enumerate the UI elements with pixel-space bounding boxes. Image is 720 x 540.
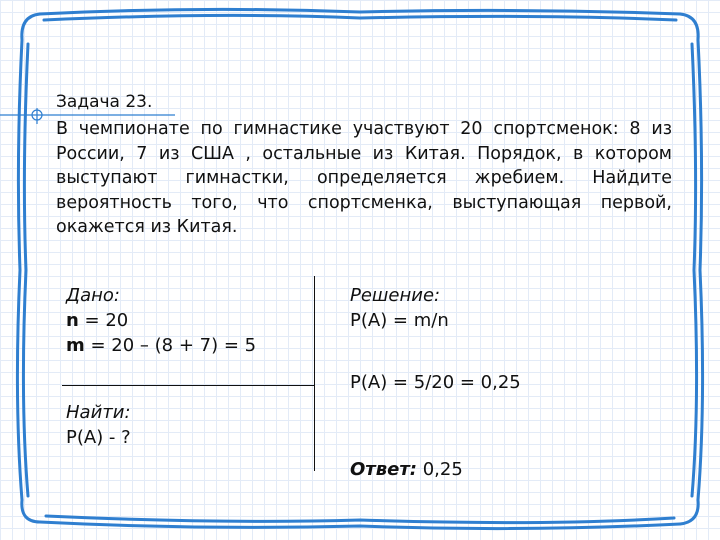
task-title-text: Задача 23.: [56, 92, 153, 112]
given-m-value: = 20 – (8 + 7) = 5: [84, 335, 257, 356]
solution-formula: P(A) = m/n: [350, 310, 449, 331]
answer-line: [350, 457, 463, 482]
given-block: [66, 283, 256, 358]
answer-label: Ответ:: [350, 459, 417, 480]
task-title: [56, 92, 152, 112]
column-divider: [314, 276, 315, 471]
answer-value: 0,25: [416, 459, 463, 480]
find-heading: Найти:: [66, 402, 131, 423]
find-block: [66, 400, 131, 450]
given-heading: Дано:: [66, 285, 120, 306]
given-n-line: [66, 308, 256, 333]
given-n-var: n: [66, 310, 79, 331]
solution-step: P(A) = 5/20 = 0,25: [350, 372, 521, 393]
problem-statement: В чемпионате по гимнастике участвуют 20 спортсменок: 8 из России, 7 из США , остальные из Китая. Порядок, в котором выступают гимнастки, определяется жребием. Найдите вероятность того, что спортсменка, выступающая первой, окажется из Китая.: [56, 119, 672, 237]
solution-heading: Решение:: [350, 285, 441, 306]
given-m-var: m: [66, 335, 85, 356]
given-m-line: [66, 333, 256, 358]
given-n-value: = 20: [78, 310, 129, 331]
solution-block: [350, 283, 449, 333]
given-divider: [62, 385, 314, 386]
find-expression: P(A) - ?: [66, 427, 131, 448]
